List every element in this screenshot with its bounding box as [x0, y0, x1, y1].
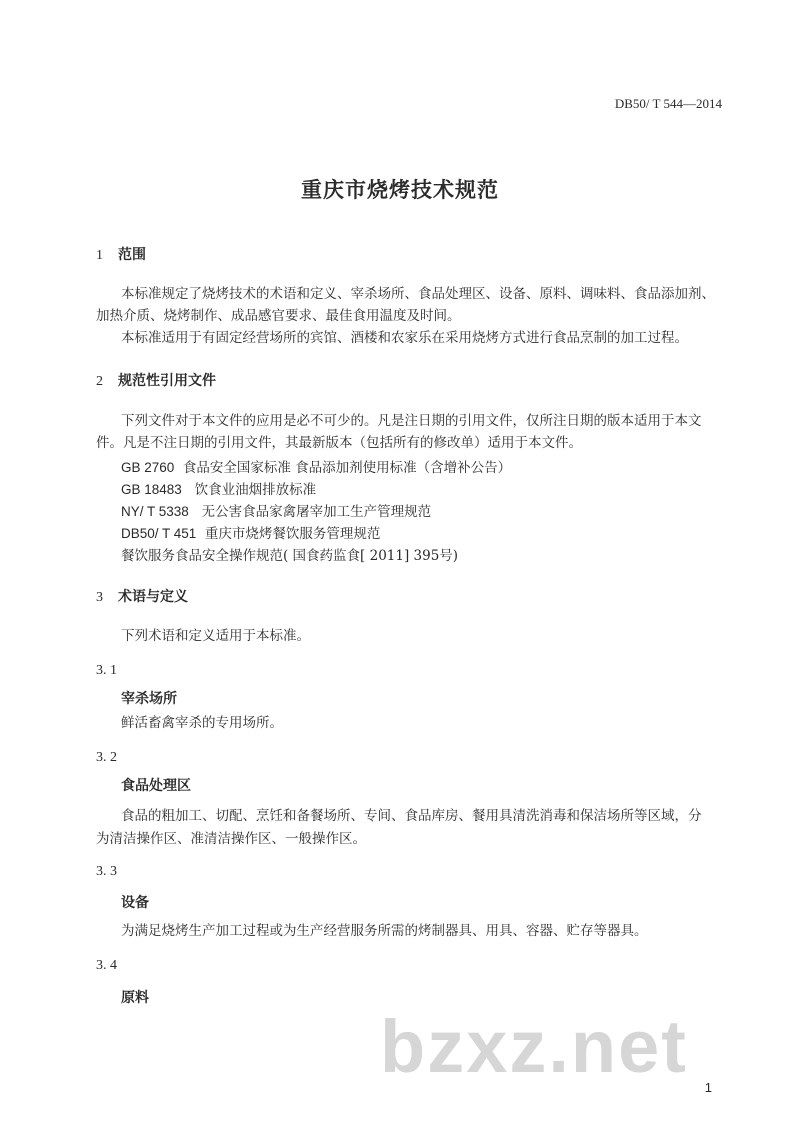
reference-code: DB50/ T 451 [121, 526, 197, 541]
term-heading: 宰杀场所 [121, 691, 177, 707]
reference-title: 食品安全国家标准 食品添加剂使用标准（含增补公告） [182, 460, 512, 476]
paragraph-line: 下列文件对于本文件的应用是必不可少的。凡是注日期的引用文件，仅所注日期的版本适用于本文 [121, 413, 702, 429]
reference-item [121, 478, 316, 498]
term-heading: 设备 [121, 895, 149, 911]
clause-number: 3. 2 [96, 750, 117, 765]
clause-number: 3. 3 [96, 864, 117, 879]
term-heading: 食品处理区 [121, 778, 191, 794]
paragraph-line: 下列术语和定义适用于本标准。 [121, 628, 310, 644]
document-title: 重庆市烧烤技术规范 [301, 178, 499, 202]
reference-code: NY/ T 5338 [121, 504, 189, 519]
reference-title: 饮食业油烟排放标准 [194, 482, 317, 498]
term-definition: 为满足烧烤生产加工过程或为生产经营服务所需的烤制器具、用具、容器、贮存等器具。 [121, 923, 648, 939]
paragraph-line: 加热介质、烧烤制作、成品感官要求、最佳食用温度及时间。 [96, 308, 461, 324]
section-title: 规范性引用文件 [118, 373, 216, 389]
section-number: 1 [96, 248, 103, 263]
term-definition: 鲜活畜禽宰杀的专用场所。 [121, 715, 283, 731]
reference-item [121, 522, 380, 542]
page-number: 1 [704, 1080, 712, 1095]
paragraph-line: 件。凡是不注日期的引用文件，其最新版本（包括所有的修改单）适用于本文件。 [96, 435, 582, 451]
section-2-heading [96, 370, 216, 390]
reference-code: GB 18483 [121, 482, 182, 497]
section-3-heading [96, 586, 188, 606]
document-code: DB50/ T 544—2014 [614, 96, 722, 111]
section-number: 2 [96, 374, 103, 389]
reference-code: GB 2760 [121, 460, 175, 475]
term-definition: 食品的粗加工、切配、烹饪和备餐场所、专间、食品库房、餐用具清洗消毒和保洁场所等区域，分 [121, 808, 702, 824]
paragraph-line: 本标准适用于有固定经营场所的宾馆、酒楼和农家乐在采用烧烤方式进行食品烹制的加工过程。 [121, 330, 688, 346]
section-title: 范围 [118, 247, 146, 263]
reference-title: 重庆市烧烤餐饮服务管理规范 [204, 526, 381, 542]
reference-item: 餐饮服务食品安全操作规范( 国食药监食[ 2011] 395号) [121, 548, 459, 564]
paragraph-line: 本标准规定了烧烤技术的术语和定义、宰杀场所、食品处理区、设备、原料、调味料、食品添加剂、 [121, 286, 715, 302]
reference-title: 无公害食品家禽屠宰加工生产管理规范 [201, 504, 432, 520]
term-definition: 为清洁操作区、准清洁操作区、一般操作区。 [96, 831, 366, 847]
section-title: 术语与定义 [118, 589, 188, 605]
clause-number: 3. 1 [96, 663, 117, 678]
clause-number: 3. 4 [96, 958, 117, 973]
section-number: 3 [96, 590, 103, 605]
reference-item [121, 456, 511, 476]
reference-item [121, 500, 431, 520]
section-1-heading [96, 244, 146, 264]
term-heading: 原料 [121, 990, 149, 1006]
watermark: bzxz.net [380, 1005, 688, 1088]
